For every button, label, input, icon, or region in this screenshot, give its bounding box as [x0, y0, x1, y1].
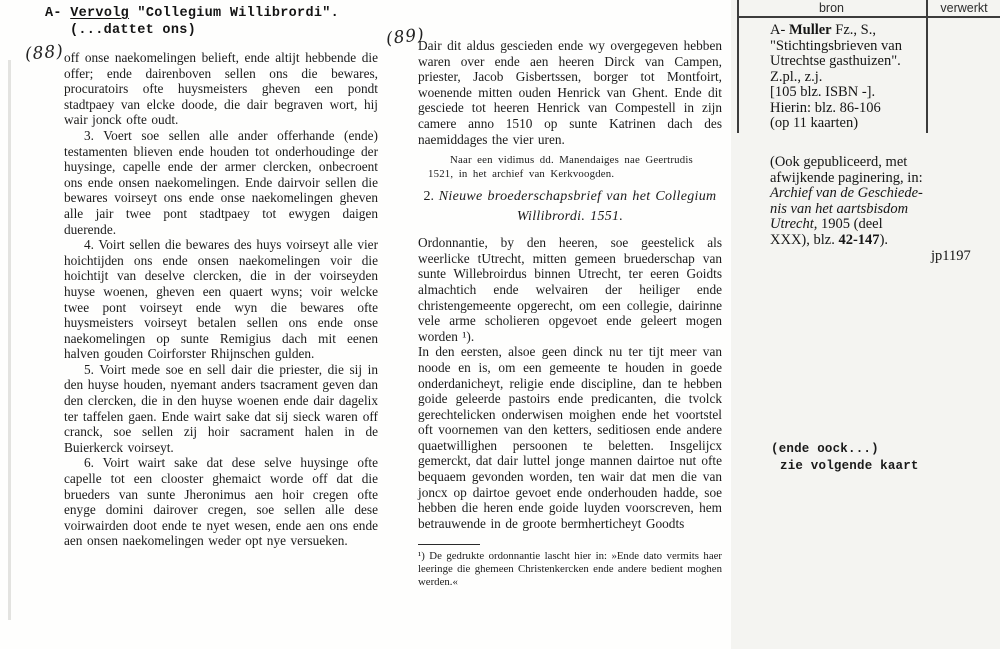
paragraph-3: 3. Voert soe sellen alle ander offerhande (ende) testamenten blieven ende houden tot onderhoudinge der huysinge, capelle ende der armer clercken, onbecroent ons ende onsen naekomelingen. Ende dairvoir sellen die bewares voirseyt ons ende onse naekomelingen gheven alle jair twee pont stadtpaey tot ewygen daigen duerende.: [64, 127, 378, 237]
table-vertical-line-left: [737, 0, 739, 133]
paragraph-ordonnantie: Ordonnantie, by den heeren, soe geestelick als weerlicke tUtrecht, mitten gemeen bruederschap van sunte Willebroirdus binnen Utrecht, ter eeren Goidts almachtich ende welvairen der heiliger ende christengemeente opgerecht, om een collegie, dairinne vele arme scholieren opgevoet ende geleert mogen worden ¹).: [418, 235, 722, 344]
paragraph-89: Dair dit aldus gescieden ende wy overgegeven hebben waren over ende aen heeren Dirck van Campen, priester, Jacob Gisbertssen, borger tot Montfoirt, woenende mitten ouden Henrick van Ghent. Ende dit gesciede tot heeren Henrick van Compestell in zijn camere anno 1510 op sunte Katrinen dach des naemiddages the vier uren.: [418, 38, 722, 147]
left-text-column: [64, 50, 378, 549]
paragraph-continuation-88: off onse naekomelingen belieft, ende altijt hebbende die offer; ende dairenboven sellen ons die bewares, procuratoirs ofte huysmeisters gheven een pondt stadtpaey van elcke doode, die dair begraven wort, hij wair jonck ofte oudt.: [64, 50, 378, 128]
source-entry-line: "Stichtingsbrieven van: [770, 37, 902, 54]
also-published-line: (Ook gepubliceerd, met: [770, 154, 908, 170]
source-entry-line: (op 11 kaarten): [770, 115, 859, 131]
scan-edge-artifact: [8, 60, 11, 620]
also-published-pages-bold: 42-147: [838, 231, 880, 248]
entry-prefix: A-: [770, 22, 789, 38]
source-entry: [770, 23, 902, 132]
source-entry-line: Utrechtse gasthuizen".: [770, 53, 901, 69]
handwritten-marker-88: (88): [24, 41, 65, 65]
continuation-note: [771, 441, 919, 475]
also-published-line-italic: Archief van de Geschiede-: [770, 185, 923, 201]
entry-author: Muller: [788, 22, 832, 38]
source-entry-line: [105 blz. ISBN -].: [770, 84, 876, 100]
section-heading-title: Nieuwe broederschapsbrief van het Collegium Willibrordi. 1551.: [438, 189, 717, 225]
continuation-note-line2: zie volgende kaart: [780, 459, 919, 473]
header-title-underlined: Vervolg: [70, 6, 130, 21]
source-entry-line: [770, 23, 902, 39]
card-header-subtitle: (...dattet ons): [70, 23, 197, 38]
source-note: Naar een vidimus dd. Manendaiges nae Geertrudis 1521, in het archief van Kerkvoogden.: [428, 154, 693, 180]
card-header: [45, 5, 339, 39]
footnote-rule: [418, 544, 480, 545]
table-vertical-line-divider: [926, 0, 928, 133]
table-horizontal-line: [737, 16, 1000, 18]
also-published-roman-part: 1905 (deel: [817, 216, 883, 232]
card-header-title: [45, 5, 339, 22]
also-published-line: afwijkende paginering, in:: [770, 169, 923, 186]
paragraph-4: 4. Voirt sellen die bewares des huys voirseyt alle vier hoichtijden ons ende onsen naekomelingen voir die hoichtijt van deselve clercken, die in der voirseyden huyse woenen, gheven een quaert wyns; voir welcke twee pont voirseyt ende wyn die bewares ofte huysmeisters voirseyt betalen sellen ons ende onse naekomelingen op sunte Remigius dach mit eenen halven gouden Coirforster Rhijnschen gulden.: [64, 237, 378, 362]
also-published-note: [770, 155, 923, 248]
header-title-rest: "Collegium Willibrordi".: [129, 6, 340, 21]
also-published-line: [770, 217, 923, 233]
source-entry-line: Z.pl., z.j.: [770, 68, 823, 85]
section-heading-number: 2.: [423, 189, 435, 205]
also-published-italic-part: Utrecht,: [770, 216, 818, 232]
also-published-pre: XXX), blz.: [770, 231, 839, 248]
paragraph-5: 5. Voirt mede soe en sell dair die priester, die sij in den huyse houden, nyemant anders tsacrament geven dan den clercken, die in den huyse woenen ende dair dagelix ter taffelen gaen. Ende wairt sake dat sij sieck waren off cranck, soe sellen zij hoir sacrament halen in de Buierkerck voirseyt.: [64, 361, 378, 455]
column-header-bron: bron: [818, 1, 845, 15]
section-heading: [418, 187, 722, 227]
handwritten-marker-89: (89): [384, 24, 426, 50]
also-published-line: [770, 233, 923, 249]
also-published-post: ).: [879, 231, 889, 248]
paragraph-in-den-eersten: In den eersten, alsoe geen dinck nu ter tijt meer van noode en is, om een gemeente te houden in goede onderdanicheyt, religie ende discipline, dan te hebben goide geleerde pastoirs ende predicanten, die tvolck gerechtelicken onderwisen moighen ende het voortstel oft voornemen van den ketters, seditiosen ende andere quaetwillighen persoonen te beletten. Insgelijcx gemerckt, dat dair luttel jonge mannen dairtoe nut ofte bequaem gevonden worden, ten wair dat men die van joncx op dairtoe gevoet ende onderhouden hadde, soe hebben die heren ende goide luyden voorscreven, hem betrauwende in de groote bermherticheyt Goodts: [418, 344, 722, 531]
footnote-text: ¹) De gedrukte ordonnantie lascht hier in: »Ende dato vermits haer leeringe die ghemeen Christenkercken ende andere bedient moghen werden.«: [418, 550, 722, 589]
also-published-line-italic: nis van het aartsbisdom: [770, 200, 909, 217]
entry-author-suffix: Fz., S.,: [831, 22, 876, 38]
source-entry-line: Hierin: blz. 86-106: [770, 99, 881, 116]
continuation-note-line1: (ende oock...): [771, 442, 879, 456]
header-prefix: A-: [45, 6, 71, 21]
column-header-verwerkt: verwerkt: [940, 1, 988, 15]
paragraph-6: 6. Voirt wairt sake dat dese selve huysinge ofte capelle tot een clooster ghemaict worde off dat die brueders van sunte Jheronimus aen hoir cregen ofte enyge domini dairover cregen, soe sellen alle dese voirwairden doot ende te nyet wesen, ende aen ons ende aen onsen naekomelingen weder opt nye versueken.: [64, 455, 378, 549]
middle-text-column: [418, 38, 722, 589]
card-code: jp1197: [931, 248, 971, 264]
